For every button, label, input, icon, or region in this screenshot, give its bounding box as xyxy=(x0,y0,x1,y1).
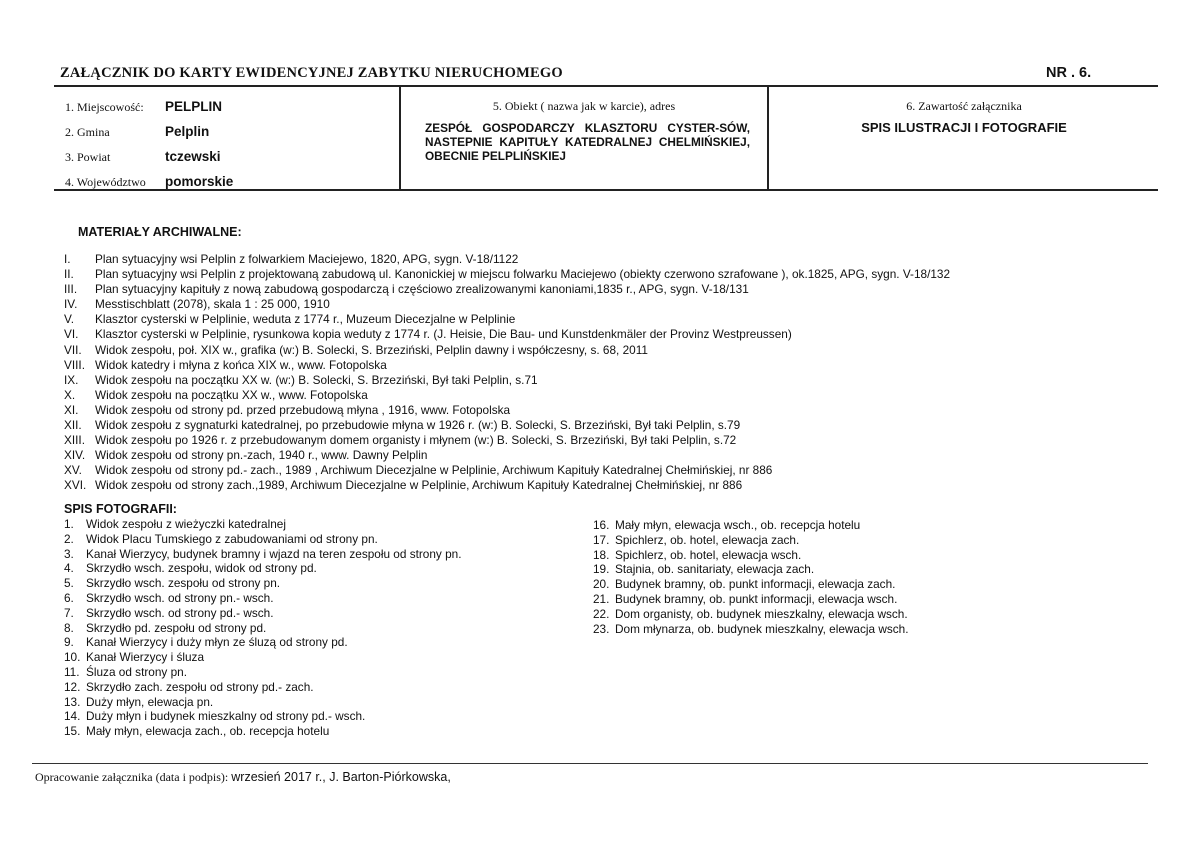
list-item-text: Skrzydło pd. zespołu od strony pd. xyxy=(86,620,267,635)
list-item-number: 14. xyxy=(64,709,81,724)
list-item-number: 18. xyxy=(593,547,610,562)
list-item-text: Budynek bramny, ob. punkt informacji, elewacja zach. xyxy=(615,577,896,592)
list-item-text: Dom młynarza, ob. budynek mieszkalny, elewacja wsch. xyxy=(615,621,909,636)
list-item-text: Skrzydło wsch. zespołu, widok od strony pd. xyxy=(86,561,317,576)
list-item-text: Mały młyn, elewacja wsch., ob. recepcja hotelu xyxy=(615,518,861,532)
list-item-text: Widok zespołu z wieżyczki katedralnej xyxy=(86,517,286,531)
list-item-number: 9. xyxy=(64,635,74,650)
photo-item xyxy=(593,548,909,563)
list-item-number: IX. xyxy=(64,372,79,387)
photo-item xyxy=(64,576,462,591)
list-item-text: Skrzydło wsch. od strony pn.- wsch. xyxy=(86,590,274,605)
list-item-number: 4. xyxy=(64,561,74,576)
list-item-text: Klasztor cysterski w Pelplinie, rysunkowa kopia weduty z 1774 r. (J. Heisie, Die Bau- und Kunstdenkmäler der Provinz Westpreussen) xyxy=(95,327,792,342)
list-item-number: V. xyxy=(64,312,75,327)
list-item-text: Widok zespołu od strony zach.,1989, Archiwum Diecezjalne w Pelplinie, Archiwum Kapituły Katedralnej Chełmińskiej, nr 886 xyxy=(95,478,743,493)
list-item-number: 1. xyxy=(64,517,74,531)
document-number: NR . 6. xyxy=(1046,65,1092,81)
list-item-number: 2. xyxy=(64,531,74,546)
list-item-text: Kanał Wierzycy i duży młyn ze śluzą od strony pd. xyxy=(86,635,348,650)
list-item-text: Budynek bramny, ob. punkt informacji, elewacja wsch. xyxy=(615,591,898,606)
list-item-number: X. xyxy=(64,387,76,402)
archival-item xyxy=(64,373,1154,388)
photo-item xyxy=(593,577,909,592)
list-item-text: Widok zespołu na początku XX w., www. Fotopolska xyxy=(95,387,368,402)
list-item-number: 19. xyxy=(593,562,610,577)
list-item-text: Klasztor cysterski w Pelplinie, weduta z 1774 r., Muzeum Diecezjalne w Pelplinie xyxy=(95,312,516,327)
photos-list-left xyxy=(64,517,462,739)
list-item-number: 12. xyxy=(64,679,81,694)
list-item-text: Plan sytuacyjny wsi Pelplin z folwarkiem Maciejewo, 1820, APG, sygn. V-18/1122 xyxy=(95,252,519,266)
list-item-number: 23. xyxy=(593,621,610,636)
photo-item xyxy=(593,607,909,622)
archival-item xyxy=(64,448,1154,463)
list-item-number: I. xyxy=(64,252,71,266)
list-item-text: Duży młyn, elewacja pn. xyxy=(86,694,214,709)
list-item-text: Skrzydło wsch. od strony pd.- wsch. xyxy=(86,605,274,620)
field-miejscowosc xyxy=(65,98,222,116)
list-item-number: 10. xyxy=(64,650,81,665)
list-item-text: Widok zespołu od strony pn.-zach, 1940 r., www. Dawny Pelplin xyxy=(95,448,428,463)
archival-item xyxy=(64,312,1154,327)
photo-item xyxy=(593,592,909,607)
header-top-rule xyxy=(54,85,1158,87)
photo-item xyxy=(64,517,462,532)
photo-item xyxy=(593,533,909,548)
list-item-text: Widok zespołu na początku XX w. (w:) B. Solecki, S. Brzeziński, Był taki Pelplin, s.71 xyxy=(95,372,538,387)
photo-item xyxy=(64,532,462,547)
photos-list-right xyxy=(593,518,909,636)
list-item-number: XIII. xyxy=(64,433,85,448)
field-value: tczewski xyxy=(165,149,221,164)
photo-item xyxy=(64,650,462,665)
list-item-number: IV. xyxy=(64,297,78,312)
list-item-text: Kanał Wierzycy i śluza xyxy=(86,650,205,665)
photo-item xyxy=(64,561,462,576)
list-item-number: VIII. xyxy=(64,357,85,372)
list-item-text: Skrzydło wsch. zespołu od strony pn. xyxy=(86,576,281,591)
list-item-number: VII. xyxy=(64,342,82,357)
list-item-text: Plan sytuacyjny kapituły z nową zabudową gospodarczą i częściowo zrealizowanymi kanoniami,1835 r., APG, sygn. V-18/131 xyxy=(95,282,749,297)
list-item-text: Plan sytuacyjny wsi Pelplin z projektowaną zabudową ul. Kanonickiej w miejscu folwarku Maciejewo (obiekty czerwono szrafowane ), ok.1825, APG, sygn. V-18/132 xyxy=(95,267,951,282)
list-item-number: 16. xyxy=(593,518,610,532)
photos-heading: SPIS FOTOGRAFII: xyxy=(64,502,177,516)
list-item-number: 21. xyxy=(593,591,610,606)
list-item-number: VI. xyxy=(64,327,79,342)
list-item-number: XIV. xyxy=(64,448,86,463)
archival-item xyxy=(64,478,1154,493)
list-item-number: 6. xyxy=(64,590,74,605)
contents-value: SPIS ILUSTRACJI I FOTOGRAFIE xyxy=(861,120,1067,135)
footer-rule xyxy=(32,763,1148,764)
list-item-number: 7. xyxy=(64,605,74,620)
list-item-text: Dom organisty, ob. budynek mieszkalny, elewacja wsch. xyxy=(615,606,908,621)
list-item-number: II. xyxy=(64,267,74,282)
photo-item xyxy=(593,562,909,577)
field-value: pomorskie xyxy=(165,174,234,189)
list-item-text: Mały młyn, elewacja zach., ob. recepcja hotelu xyxy=(86,724,330,739)
list-item-text: Kanał Wierzycy, budynek bramny i wjazd na teren zespołu od strony pn. xyxy=(86,546,462,561)
list-item-number: 3. xyxy=(64,546,74,561)
archival-item xyxy=(64,297,1154,312)
list-item-number: 20. xyxy=(593,577,610,592)
list-item-text: Śluza od strony pn. xyxy=(86,664,187,679)
field-wojewodztwo xyxy=(65,173,233,191)
document-title: ZAŁĄCZNIK DO KARTY EWIDENCYJNEJ ZABYTKU NIERUCHOMEGO xyxy=(60,65,563,81)
footer xyxy=(35,770,451,785)
list-item-number: XV. xyxy=(64,463,82,478)
archival-item xyxy=(64,282,1154,297)
object-value: ZESPÓŁ GOSPODARCZY KLASZTORU CYSTER-SÓW, NASTEPNIE KAPITUŁY KATEDRALNEJ CHELMIŃSKIEJ, OBECNIE PELPLIŃSKIEJ xyxy=(425,121,750,163)
list-item-text: Widok zespołu z sygnaturki katedralnej, po przebudowie młyna w 1926 r. (w:) B. Solecki, S. Brzeziński, Był taki Pelplin, s.79 xyxy=(95,418,741,433)
list-item-text: Widok zespołu od strony pd. przed przebudową młyna , 1916, www. Fotopolska xyxy=(95,402,511,417)
photo-item xyxy=(593,518,909,533)
photo-item xyxy=(64,709,462,724)
field-label: 4. Województwo xyxy=(65,175,146,189)
archival-item xyxy=(64,403,1154,418)
list-item-text: Spichlerz, ob. hotel, elewacja wsch. xyxy=(615,547,802,562)
list-item-number: 13. xyxy=(64,694,81,709)
archival-heading: MATERIAŁY ARCHIWALNE: xyxy=(78,225,242,239)
photo-item xyxy=(64,680,462,695)
list-item-number: XI. xyxy=(64,402,79,417)
object-label: 5. Obiekt ( nazwa jak w karcie), adres xyxy=(492,99,676,113)
list-item-number: 8. xyxy=(64,620,74,635)
contents-label: 6. Zawartość załącznika xyxy=(906,99,1022,113)
archival-list xyxy=(64,252,1154,494)
photo-item xyxy=(64,621,462,636)
footer-label: Opracowanie załącznika (data i podpis): xyxy=(35,770,229,784)
list-item-text: Duży młyn i budynek mieszkalny od strony pd.- wsch. xyxy=(86,709,366,724)
footer-value: wrzesień 2017 r., J. Barton-Piórkowska, xyxy=(231,770,451,784)
field-label: 3. Powiat xyxy=(65,150,111,164)
archival-item xyxy=(64,252,1154,267)
archival-item xyxy=(64,463,1154,478)
field-value: Pelplin xyxy=(165,124,210,139)
list-item-text: Widok Placu Tumskiego z zabudowaniami od strony pn. xyxy=(86,531,378,546)
photo-item xyxy=(64,591,462,606)
archival-item xyxy=(64,433,1154,448)
archival-item xyxy=(64,343,1154,358)
list-item-number: 11. xyxy=(64,664,80,679)
list-item-text: Widok katedry i młyna z końca XIX w., www. Fotopolska xyxy=(95,357,387,372)
list-item-number: 5. xyxy=(64,576,74,591)
photo-item xyxy=(64,635,462,650)
list-item-text: Widok zespołu, poł. XIX w., grafika (w:) B. Solecki, S. Brzeziński, Pelplin dawny i współczesny, s. 68, 2011 xyxy=(95,342,648,357)
list-item-number: III. xyxy=(64,282,78,297)
list-item-number: XII. xyxy=(64,418,82,433)
list-item-text: Skrzydło zach. zespołu od strony pd.- zach. xyxy=(86,679,314,694)
field-value: PELPLIN xyxy=(165,99,223,114)
list-item-text: Spichlerz, ob. hotel, elewacja zach. xyxy=(615,532,800,547)
list-item-text: Widok zespołu po 1926 r. z przebudowanym domem organisty i młynem (w:) B. Solecki, S. Brzeziński, Był taki Pelplin, s.72 xyxy=(95,433,737,448)
field-gmina xyxy=(65,123,209,141)
list-item-text: Widok zespołu od strony pd.- zach., 1989 , Archiwum Diecezjalne w Pelplinie, Archiwum Kapituły Katedralnej Chełmińskiej, nr 886 xyxy=(95,463,773,478)
archival-item xyxy=(64,358,1154,373)
photo-item xyxy=(64,665,462,680)
list-item-number: 15. xyxy=(64,724,81,739)
archival-item xyxy=(64,267,1154,282)
field-label: 1. Miejscowość: xyxy=(65,100,144,114)
list-item-number: 22. xyxy=(593,606,610,621)
list-item-number: 17. xyxy=(593,532,610,547)
list-item-text: Stajnia, ob. sanitariaty, elewacja zach. xyxy=(615,562,815,577)
field-label: 2. Gmina xyxy=(65,125,110,139)
photo-item xyxy=(64,695,462,710)
list-item-number: XVI. xyxy=(64,478,87,493)
photo-item xyxy=(593,622,909,637)
archival-item xyxy=(64,388,1154,403)
photo-item xyxy=(64,724,462,739)
archival-item xyxy=(64,418,1154,433)
field-powiat xyxy=(65,148,221,166)
list-item-text: Messtischblatt (2078), skala 1 : 25 000, 1910 xyxy=(95,297,330,312)
photo-item xyxy=(64,547,462,562)
photo-item xyxy=(64,606,462,621)
archival-item xyxy=(64,327,1154,342)
